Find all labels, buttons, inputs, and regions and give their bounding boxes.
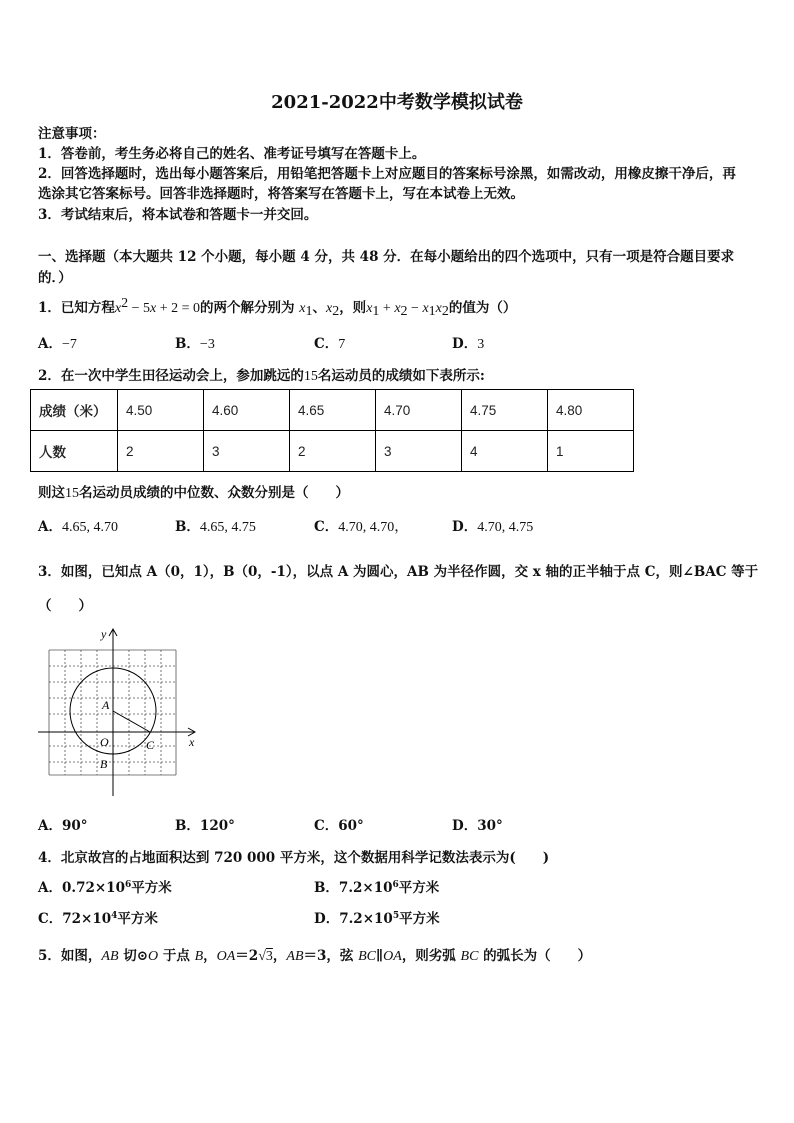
label-o: O <box>100 735 109 749</box>
section-heading-cont: 的．） <box>38 270 72 286</box>
table-cell: 3 <box>376 431 462 472</box>
label-x: x <box>189 735 195 749</box>
q4-option-a[interactable]: A．$0.72\times 10^6$平方米 <box>38 880 172 896</box>
question-4: 4．北京故宫的占地面积达到 720 000 平方米，这个数据用科学记数法表示为( ) <box>38 850 550 866</box>
table-cell: 人数 <box>31 431 118 472</box>
q1-option-d[interactable]: D．3 <box>452 336 485 352</box>
q2-option-c[interactable]: C．4.70, 4.70， <box>314 519 409 535</box>
table-cell: 2 <box>118 431 204 472</box>
q3-option-c[interactable]: C．60° <box>314 818 364 834</box>
question-1: 1．已知方程$x^2 - 5x + 2 = 0$的两个解分别为 $x_1$、$x_2$，则$x_1 + x_2 - x_1x_2$的值为（） <box>38 296 517 319</box>
notice-heading: 注意事项： <box>38 126 106 142</box>
table-cell: 4.50 <box>118 390 204 431</box>
q1-option-c[interactable]: C．7 <box>314 336 346 352</box>
q2-option-d[interactable]: D．4.70, 4.75 <box>452 519 534 535</box>
notice-item: 3．考试结束后，将本试卷和答题卡一并交回。 <box>38 207 318 223</box>
scores-table <box>30 389 634 472</box>
table-cell: 4.60 <box>204 390 290 431</box>
q3-option-b[interactable]: B．120° <box>175 818 235 834</box>
table-cell: 3 <box>204 431 290 472</box>
section-heading: 一、选择题（本大题共 12 个小题，每小题 4 分，共 48 分．在每小题给出的四个选项中，只有一项是符合题目要求 <box>38 249 735 265</box>
notice-item: 2．回答选择题时，选出每小题答案后，用铅笔把答题卡上对应题目的答案标号涂黑，如需改动，用橡皮擦干净后，再 <box>38 166 736 182</box>
table-cell: 4.70 <box>376 390 462 431</box>
table-cell: 4.80 <box>548 390 634 431</box>
table-row <box>31 390 634 431</box>
label-y: y <box>101 627 107 641</box>
q4-option-d[interactable]: D．$7.2\times 10^5$平方米 <box>314 911 440 927</box>
q1-option-b[interactable]: B．−3 <box>175 336 215 352</box>
table-row <box>31 431 634 472</box>
q4-option-c[interactable]: C．$72\times 10^4$平方米 <box>38 911 158 927</box>
table-cell: 成绩（米） <box>31 390 118 431</box>
q3-option-a[interactable]: A．90° <box>38 818 88 834</box>
table-cell: 4.75 <box>462 390 548 431</box>
sqrt-radicand: 3 <box>265 949 273 964</box>
label-c: C <box>146 738 155 752</box>
question-2: 2．在一次中学生田径运动会上，参加跳远的15名运动员的成绩如下表所示: <box>38 368 485 384</box>
notice-item: 1．答卷前，考生务必将自己的姓名、准考证号填写在答题卡上。 <box>38 146 426 162</box>
question-3-cont: （ ） <box>38 598 92 614</box>
label-b: B <box>100 757 108 771</box>
table-cell: 4 <box>462 431 548 472</box>
segment-ac <box>113 711 150 732</box>
q4-option-b[interactable]: B．$7.2\times 10^6$平方米 <box>314 880 440 896</box>
exam-title: 2021-2022中考数学模拟试卷 <box>271 92 523 113</box>
q2-option-b[interactable]: B．4.65, 4.75 <box>175 519 256 535</box>
table-cell: 1 <box>548 431 634 472</box>
table-cell: 4.65 <box>290 390 376 431</box>
q2-option-a[interactable]: A．4.65, 4.70 <box>38 519 118 535</box>
q1-option-a[interactable]: A．−7 <box>38 336 77 352</box>
notice-item: 选涂其它答案标号。回答非选择题时，将答案写在答题卡上，写在本试卷上无效。 <box>38 186 524 202</box>
table-cell: 2 <box>290 431 376 472</box>
question-3: 3．如图，已知点 A（0，1），B（0，-1），以点 A 为圆心，AB 为半径作圆，交 x 轴的正半轴于点 C，则∠BAC 等于 <box>38 564 759 580</box>
q3-option-d[interactable]: D．30° <box>452 818 503 834</box>
question-2-follow: 则这15名运动员成绩的中位数、众数分别是（ ） <box>38 485 349 501</box>
q3-figure <box>36 620 206 800</box>
label-a: A <box>102 698 110 712</box>
question-5: 5．如图，AB 切⊙O 于点 B，OA＝2√3，AB＝3，弦 BC∥OA，则劣弧 BC 的弧长为（ ） <box>38 948 592 964</box>
